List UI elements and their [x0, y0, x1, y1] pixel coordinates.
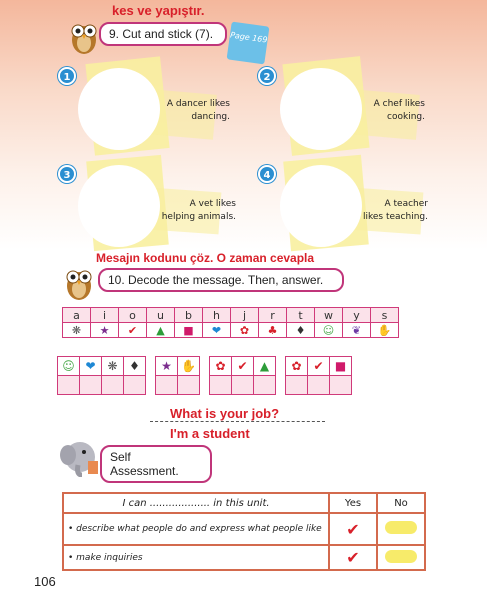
item-number-badge: 2 [258, 67, 276, 85]
check-mark-icon: ✔ [346, 548, 360, 567]
caption-line: cooking. [387, 112, 425, 122]
key-symbol-cell: ❦ [343, 323, 371, 338]
message-word-groups [57, 356, 352, 395]
message-symbol-cell: ✋ [178, 357, 200, 376]
answer-row [286, 376, 352, 395]
caption-vet [156, 198, 236, 224]
symbol-row [210, 357, 276, 376]
message-symbol-cell: ✔ [308, 357, 330, 376]
key-letters-row [63, 308, 399, 323]
assessment-row-text: • make inquiries [63, 545, 329, 570]
key-letter-cell: r [259, 308, 287, 323]
key-letter-cell: a [63, 308, 91, 323]
message-symbol-cell: ❋ [102, 357, 124, 376]
caption-chef [345, 98, 425, 124]
key-letter-cell: t [287, 308, 315, 323]
answer-row [210, 376, 276, 395]
no-cell[interactable] [377, 513, 425, 545]
handwritten-answer-question: What is your job? [170, 406, 280, 421]
message-symbol-cell: ✿ [210, 357, 232, 376]
owl-icon [62, 262, 96, 302]
key-symbol-cell: ✔ [119, 323, 147, 338]
item-number-badge: 1 [58, 67, 76, 85]
exercise-10-title: 10. Decode the message. Then, answer. [98, 268, 344, 292]
exercise-9-title: 9. Cut and stick (7). [99, 22, 227, 46]
message-symbol-cell: ✔ [232, 357, 254, 376]
symbol-row [286, 357, 352, 376]
letter-answer-box[interactable] [178, 376, 200, 395]
no-cell[interactable] [377, 545, 425, 570]
caption-line: A chef likes [373, 99, 425, 109]
item-number-badge: 4 [258, 165, 276, 183]
page-tag-text: Page 169 [229, 30, 268, 45]
key-symbol-cell: ▲ [147, 323, 175, 338]
letter-answer-box[interactable] [330, 376, 352, 395]
key-letter-cell: h [203, 308, 231, 323]
answer-row [156, 376, 200, 395]
caption-line: likes teaching. [363, 212, 428, 222]
key-symbol-cell: ♣ [259, 323, 287, 338]
decode-key-table [62, 307, 399, 338]
message-symbol-cell: ✿ [286, 357, 308, 376]
message-word-group [155, 356, 200, 395]
self-assessment-title: Self Assessment. [100, 445, 212, 483]
letter-answer-box[interactable] [286, 376, 308, 395]
answer-row [58, 376, 146, 395]
key-letter-cell: u [147, 308, 175, 323]
message-symbol-cell: ☺ [58, 357, 80, 376]
key-letter-cell: j [231, 308, 259, 323]
caption-line: dancing. [191, 112, 230, 122]
key-symbol-cell: ❋ [63, 323, 91, 338]
key-symbol-cell: ■ [175, 323, 203, 338]
key-letter-cell: o [119, 308, 147, 323]
letter-answer-box[interactable] [254, 376, 276, 395]
letter-answer-box[interactable] [80, 376, 102, 395]
check-mark-icon: ✔ [346, 519, 360, 539]
letter-answer-box[interactable] [232, 376, 254, 395]
key-letter-cell: s [371, 308, 399, 323]
yes-header: Yes [329, 493, 377, 513]
key-symbols-row [63, 323, 399, 338]
letter-answer-box[interactable] [308, 376, 330, 395]
key-symbol-cell: ✋ [371, 323, 399, 338]
message-word-group [57, 356, 146, 395]
highlighter-mark [385, 521, 417, 534]
symbol-row [156, 357, 200, 376]
handwritten-note-cut-stick: kes ve yapıştır. [112, 3, 205, 18]
self-assessment-table [62, 492, 426, 571]
caption-line: helping animals. [161, 212, 236, 222]
message-word-group [209, 356, 276, 395]
picture-placeholder-circle[interactable] [78, 68, 160, 150]
key-symbol-cell: ★ [91, 323, 119, 338]
message-symbol-cell: ■ [330, 357, 352, 376]
message-symbol-cell: ❤ [80, 357, 102, 376]
symbol-row [58, 357, 146, 376]
yes-cell[interactable] [329, 545, 377, 570]
letter-answer-box[interactable] [102, 376, 124, 395]
message-symbol-cell: ★ [156, 357, 178, 376]
key-symbol-cell: ☺ [315, 323, 343, 338]
assessment-row-text: • describe what people do and express what people like [63, 513, 329, 545]
letter-answer-box[interactable] [210, 376, 232, 395]
picture-placeholder-circle[interactable] [78, 165, 160, 247]
page-reference-tag [227, 22, 270, 65]
message-symbol-cell: ♦ [124, 357, 146, 376]
ican-header: I can ................... in this unit. [63, 493, 329, 513]
item-number-badge: 3 [58, 165, 76, 183]
handwritten-answer-response: I'm a student [170, 426, 250, 441]
caption-line: A teacher [384, 199, 428, 209]
message-symbol-cell: ▲ [254, 357, 276, 376]
handwritten-note-decode: Mesajın kodunu çöz. O zaman cevapla [96, 251, 315, 265]
elephant-icon [60, 437, 104, 481]
key-symbol-cell: ❤ [203, 323, 231, 338]
caption-line: A vet likes [189, 199, 236, 209]
caption-line: A dancer likes [166, 99, 230, 109]
letter-answer-box[interactable] [58, 376, 80, 395]
key-symbol-cell: ✿ [231, 323, 259, 338]
key-symbol-cell: ♦ [287, 323, 315, 338]
page-number: 106 [34, 574, 56, 589]
key-letter-cell: y [343, 308, 371, 323]
owl-icon [67, 16, 101, 56]
key-letter-cell: i [91, 308, 119, 323]
letter-answer-box[interactable] [124, 376, 146, 395]
key-letter-cell: w [315, 308, 343, 323]
answer-line [150, 421, 325, 422]
yes-cell[interactable] [329, 513, 377, 545]
letter-answer-box[interactable] [156, 376, 178, 395]
no-header: No [377, 493, 425, 513]
caption-dancer [150, 98, 230, 124]
highlighter-mark [385, 550, 417, 563]
message-word-group [285, 356, 352, 395]
caption-teacher [348, 198, 428, 224]
key-letter-cell: b [175, 308, 203, 323]
